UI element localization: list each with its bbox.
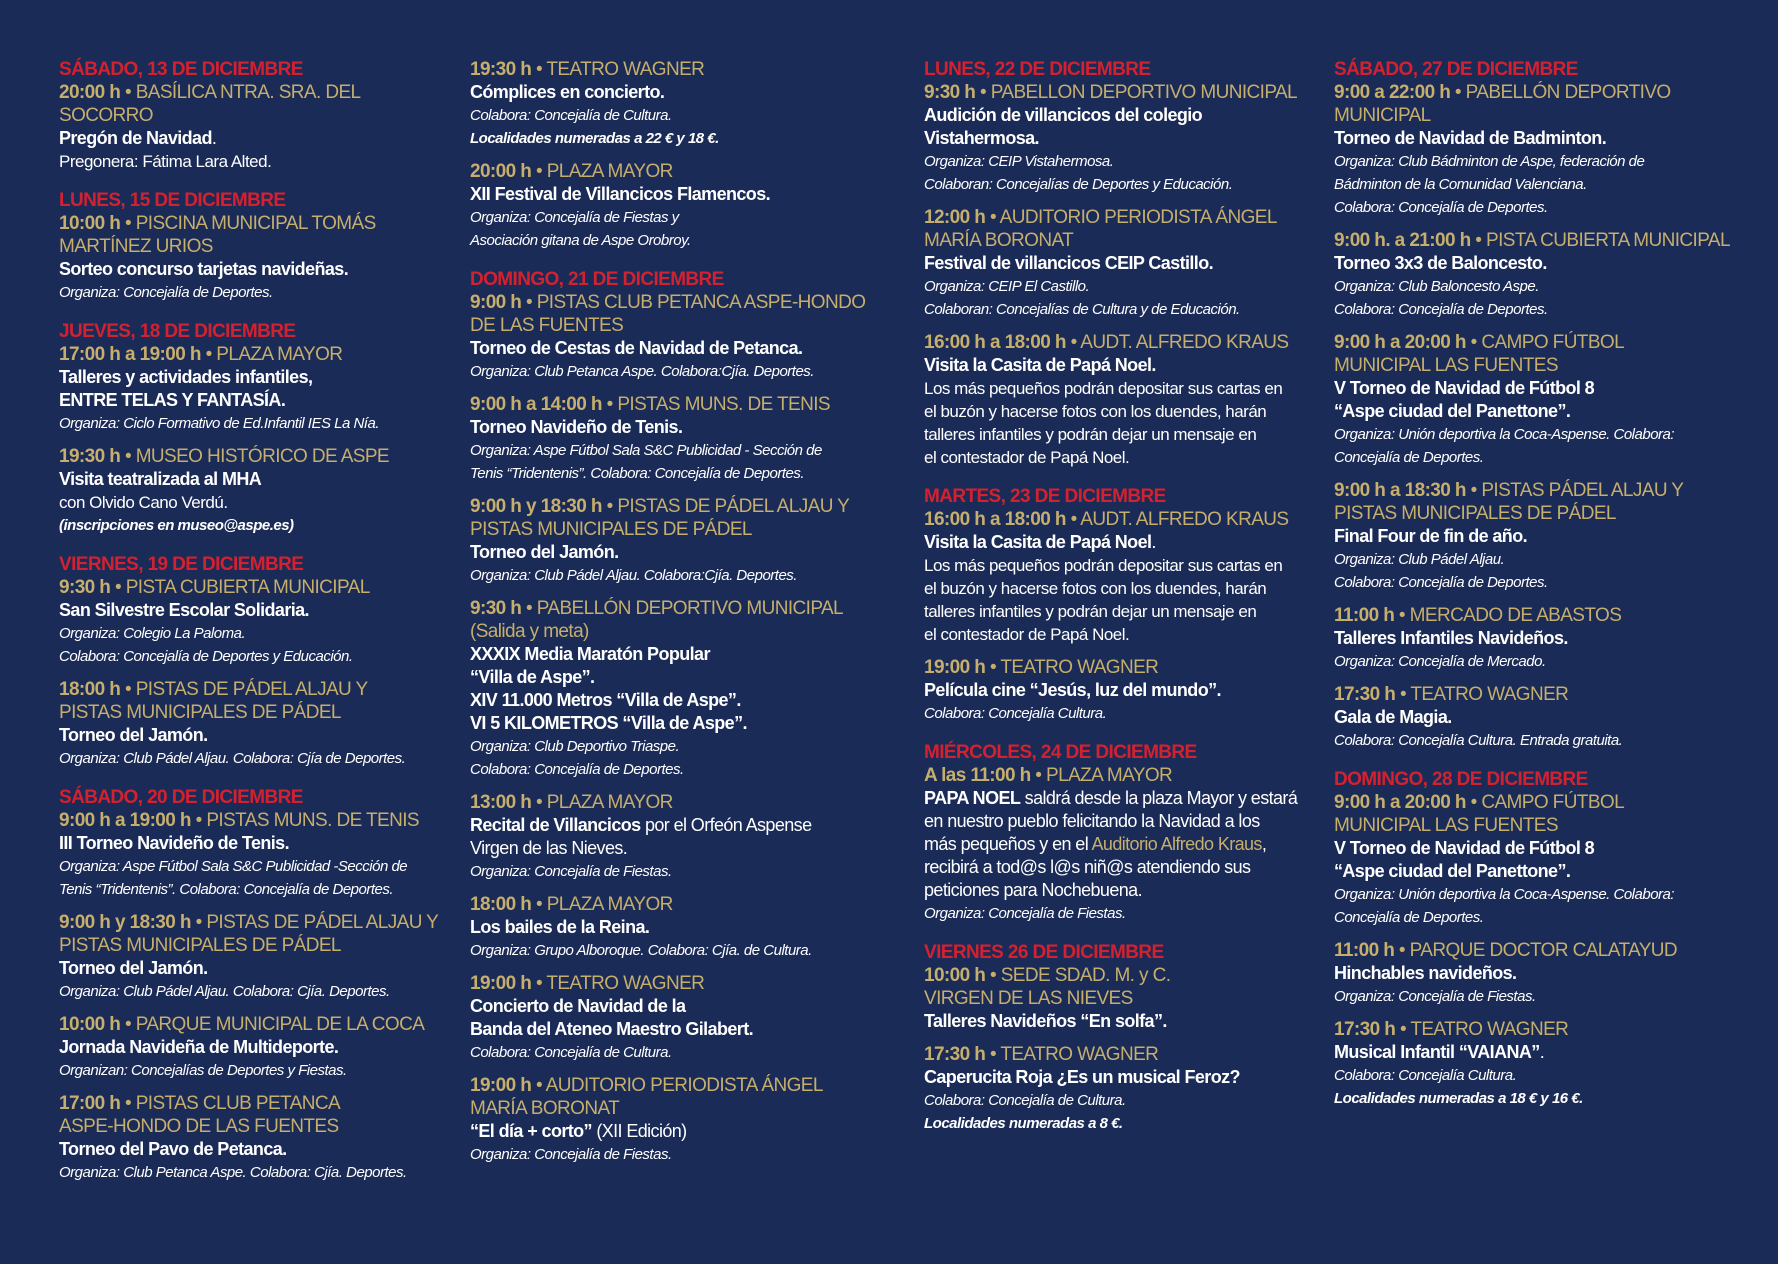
event-item: [924, 1043, 1319, 1135]
event-item: [470, 393, 878, 485]
event-venue: • SEDE SDAD. M. y C. VIRGEN DE LAS NIEVES: [924, 965, 1171, 1009]
event-organizer: Organiza: Concejalía de Fiestas y Asociación gitana de Aspe Orobroy.: [470, 209, 691, 249]
event-time: 20:00 h: [470, 161, 532, 182]
event-organizer: Organiza: Unión deportiva la Coca-Aspense. Colabora: Concejalía de Deportes.: [1334, 426, 1675, 466]
event-time-venue: [924, 964, 1319, 1010]
event-time: 10:00 h: [924, 965, 986, 986]
event-venue: • PLAZA MAYOR: [200, 344, 343, 365]
event-organizer: Organiza: Aspe Fútbol Sala S&C Publicidad - Sección de Tenis “Tridentenis”. Colabora: Concejalía de Deportes.: [470, 442, 822, 482]
event-venue: • TEATRO WAGNER: [1395, 1019, 1569, 1040]
event-venue: • AUDT. ALFREDO KRAUS: [1065, 509, 1289, 530]
event-title: Final Four de fin de año.: [1334, 526, 1528, 546]
event-time-venue: [470, 972, 878, 995]
event-time: 9:30 h: [470, 598, 522, 619]
event-organizer: Organiza: Club Pádel Aljau. Colabora:Cjía. Deportes.: [470, 567, 797, 584]
event-description: Los más pequeños podrán depositar sus cartas en el buzón y hacerse fotos con los duendes, harán talleres infantiles y podrán dejar un mensaje en el contestador de Papá Noel.: [924, 379, 1283, 467]
event-title: Torneo 3x3 de Baloncesto.: [1334, 253, 1547, 273]
event-organizer: Organiza: Unión deportiva la Coca-Aspense. Colabora: Concejalía de Deportes.: [1334, 886, 1675, 926]
event-time: 19:30 h: [470, 59, 532, 80]
event-time-venue: [470, 495, 878, 541]
event-time: 9:00 h: [470, 292, 522, 313]
event-item: [59, 81, 455, 173]
event-item: [1334, 331, 1744, 469]
event-venue: • TEATRO WAGNER: [531, 973, 705, 994]
event-item: [59, 212, 455, 304]
event-organizer: Colabora: Concejalía Cultura.: [1334, 1067, 1517, 1084]
event-title: Caperucita Roja ¿Es un musical Feroz?: [924, 1067, 1240, 1087]
event-time-venue: [470, 597, 878, 643]
event-venue: • TEATRO WAGNER: [985, 1044, 1159, 1065]
event-time: 16:00 h a 18:00 h: [924, 509, 1066, 530]
event-venue: • PISTA CUBIERTA MUNICIPAL: [1470, 230, 1730, 251]
event-time: 10:00 h: [59, 213, 121, 234]
day-heading: JUEVES, 18 DE DICIEMBRE: [59, 321, 296, 342]
event-time-venue: [1334, 1018, 1744, 1041]
event-venue: • PISTAS CLUB PETANCA ASPE-HONDO DE LAS FUENTES: [470, 292, 866, 336]
event-title: Torneo Navideño de Tenis.: [470, 417, 683, 437]
event-title: Torneo de Navidad de Badminton.: [1334, 128, 1607, 148]
event-title: Visita la Casita de Papá Noel.: [924, 532, 1156, 552]
event-time: 9:00 a 22:00 h: [1334, 82, 1451, 103]
event-item: [59, 445, 455, 537]
event-organizer: Organiza: Concejalía de Mercado.: [1334, 653, 1546, 670]
event-note: Localidades numeradas a 8 €.: [924, 1115, 1123, 1132]
event-venue: • PARQUE MUNICIPAL DE LA COCA: [120, 1014, 425, 1035]
event-title: Visita teatralizada al MHA: [59, 469, 262, 489]
event-venue: • PISTAS MUNS. DE TENIS: [601, 394, 830, 415]
event-item: [470, 495, 878, 587]
event-organizer: Colabora: Concejalía de Cultura.: [470, 1044, 672, 1061]
event-venue: • PISTAS DE PÁDEL ALJAU Y PISTAS MUNICIPALES DE PÁDEL: [470, 496, 850, 540]
event-time: 17:00 h a 19:00 h: [59, 344, 201, 365]
day-heading: VIERNES, 19 DE DICIEMBRE: [59, 554, 304, 575]
event-time: A las 11:00 h: [924, 765, 1031, 786]
event-item: [1334, 1018, 1744, 1110]
event-time-venue: [59, 343, 455, 366]
event-item: [470, 1074, 878, 1166]
day-heading: DOMINGO, 28 DE DICIEMBRE: [1334, 769, 1588, 790]
event-time-venue: [924, 1043, 1319, 1066]
event-title: Cómplices en concierto.: [470, 82, 665, 102]
event-time: 17:30 h: [1334, 684, 1396, 705]
event-time-venue: [59, 911, 455, 957]
event-item: [59, 343, 455, 435]
event-time-venue: [470, 291, 878, 337]
event-time-venue: [924, 508, 1319, 531]
event-time: 17:30 h: [1334, 1019, 1396, 1040]
event-title: Talleres Navideños “En solfa”.: [924, 1011, 1167, 1031]
event-title: Jornada Navideña de Multideporte.: [59, 1037, 339, 1057]
event-item: [470, 597, 878, 781]
event-organizer: Organiza: Club Pádel Aljau. Colabora: Cjía de Deportes.: [59, 750, 406, 767]
event-time-venue: [59, 678, 455, 724]
event-time: 17:30 h: [924, 1044, 986, 1065]
event-title: Sorteo concurso tarjetas navideñas.: [59, 259, 349, 279]
event-venue: • PLAZA MAYOR: [531, 161, 673, 182]
day-heading: LUNES, 15 DE DICIEMBRE: [59, 190, 286, 211]
event-organizer: Organiza: Colegio La Paloma. Colabora: Concejalía de Deportes y Educación.: [59, 625, 353, 665]
event-note: (inscripciones en museo@aspe.es): [59, 517, 294, 534]
event-time-venue: [924, 656, 1319, 679]
event-item: [1334, 81, 1744, 219]
day-heading: DOMINGO, 21 DE DICIEMBRE: [470, 269, 724, 290]
event-time: 9:00 h a 14:00 h: [470, 394, 602, 415]
event-title: PAPA NOEL saldrá desde la plaza Mayor y estará en nuestro pueblo felicitando la Navidad a los más pequeños y en el Auditorio Alfredo Kraus, recibirá a tod@s l@s niñ@s atendiendo sus peticiones para Nochebuena.: [924, 788, 1298, 900]
event-item: [59, 576, 455, 668]
event-note: Localidades numeradas a 22 € y 18 €.: [470, 130, 719, 147]
event-time: 9:00 h a 19:00 h: [59, 810, 191, 831]
event-time-venue: [1334, 229, 1744, 252]
event-time-venue: [1334, 604, 1744, 627]
day-heading: SÁBADO, 27 DE DICIEMBRE: [1334, 59, 1578, 80]
event-item: [470, 893, 878, 962]
event-organizer: Organiza: Club Petanca Aspe. Colabora: Cjía. Deportes.: [59, 1164, 407, 1181]
event-venue: • PABELLÓN DEPORTIVO MUNICIPAL: [1334, 82, 1671, 126]
event-time-venue: [59, 81, 455, 127]
event-time: 9:00 h y 18:30 h: [470, 496, 602, 517]
event-time-venue: [1334, 683, 1744, 706]
event-time-venue: [470, 791, 878, 814]
event-time-venue: [924, 331, 1319, 354]
event-organizer: Organiza: Club Pádel Aljau. Colabora: Cjía. Deportes.: [59, 983, 390, 1000]
event-time-venue: [470, 893, 878, 916]
event-time-venue: [924, 81, 1319, 104]
event-title: III Torneo Navideño de Tenis.: [59, 833, 289, 853]
event-organizer: Organiza: Ciclo Formativo de Ed.Infantil IES La Nía.: [59, 415, 379, 432]
event-venue: • PLAZA MAYOR: [531, 792, 673, 813]
event-time: 16:00 h a 18:00 h: [924, 332, 1066, 353]
event-title: Visita la Casita de Papá Noel.: [924, 355, 1156, 375]
event-venue: • BASÍLICA NTRA. SRA. DEL SOCORRO: [59, 82, 360, 126]
event-title: Concierto de Navidad de la Banda del Ateneo Maestro Gilabert.: [470, 996, 753, 1039]
event-organizer: Organiza: Club Baloncesto Aspe. Colabora: Concejalía de Deportes.: [1334, 278, 1548, 318]
event-time: 18:00 h: [59, 679, 121, 700]
event-title: “El día + corto” (XII Edición): [470, 1121, 687, 1141]
event-time: 19:00 h: [470, 1075, 532, 1096]
event-time-venue: [1334, 81, 1744, 127]
event-item: [59, 1013, 455, 1082]
event-time: 9:30 h: [924, 82, 976, 103]
event-item: [1334, 683, 1744, 752]
event-organizer: Colabora: Concejalía Cultura.: [924, 705, 1107, 722]
event-title: Torneo del Jamón.: [59, 725, 208, 745]
event-title: Festival de villancicos CEIP Castillo.: [924, 253, 1213, 273]
event-time-venue: [59, 212, 455, 258]
event-item: [1334, 791, 1744, 929]
event-item: [1334, 229, 1744, 321]
event-venue: • PISTAS CLUB PETANCA ASPE-HONDO DE LAS FUENTES: [59, 1093, 341, 1137]
event-title: V Torneo de Navidad de Fútbol 8 “Aspe ciudad del Panettone”.: [1334, 378, 1595, 421]
event-organizer: Organizan: Concejalías de Deportes y Fiestas.: [59, 1062, 347, 1079]
event-venue: • PISTA CUBIERTA MUNICIPAL: [110, 577, 370, 598]
event-organizer: Organiza: Club Deportivo Triaspe. Colabora: Concejalía de Deportes.: [470, 738, 684, 778]
event-item: [1334, 939, 1744, 1008]
event-time-venue: [59, 1013, 455, 1036]
event-time: 19:00 h: [470, 973, 532, 994]
day-heading: MARTES, 23 DE DICIEMBRE: [924, 486, 1166, 507]
event-note: Localidades numeradas a 18 € y 16 €.: [1334, 1090, 1583, 1107]
column-2: [470, 58, 878, 1166]
event-description: Pregonera: Fátima Lara Alted.: [59, 152, 272, 171]
event-item: [1334, 479, 1744, 594]
event-title: V Torneo de Navidad de Fútbol 8 “Aspe ciudad del Panettone”.: [1334, 838, 1595, 881]
event-title: Pregón de Navidad.: [59, 128, 217, 148]
event-time-venue: [59, 809, 455, 832]
event-title: Talleres y actividades infantiles, ENTRE TELAS Y FANTASÍA.: [59, 367, 313, 410]
event-item: [924, 964, 1319, 1033]
event-time-venue: [470, 393, 878, 416]
event-venue: • PLAZA MAYOR: [1030, 765, 1173, 786]
event-time: 9:00 h a 20:00 h: [1334, 792, 1466, 813]
event-venue: • PARQUE DOCTOR CALATAYUD: [1394, 940, 1678, 961]
event-title: Hinchables navideños.: [1334, 963, 1517, 983]
day-heading: MIÉRCOLES, 24 DE DICIEMBRE: [924, 742, 1197, 763]
event-time: 17:00 h: [59, 1093, 121, 1114]
event-time-venue: [1334, 331, 1744, 377]
event-time: 13:00 h: [470, 792, 532, 813]
event-title: Los bailes de la Reina.: [470, 917, 650, 937]
event-item: [1334, 604, 1744, 673]
event-venue: • AUDITORIO PERIODISTA ÁNGEL MARÍA BORONAT: [470, 1075, 823, 1119]
event-organizer: Organiza: Grupo Alboroque. Colabora: Cjía. de Cultura.: [470, 942, 812, 959]
event-time: 10:00 h: [59, 1014, 121, 1035]
event-organizer: Organiza: CEIP Vistahermosa. Colaboran: Concejalías de Deportes y Educación.: [924, 153, 1233, 193]
event-organizer: Organiza: CEIP El Castillo. Colaboran: Concejalías de Cultura y de Educación.: [924, 278, 1240, 318]
event-venue: • TEATRO WAGNER: [985, 657, 1159, 678]
event-title: Recital de Villancicos por el Orfeón Aspense Virgen de las Nieves.: [470, 815, 812, 858]
event-venue: • PLAZA MAYOR: [531, 894, 673, 915]
event-time: 18:00 h: [470, 894, 532, 915]
event-organizer: Organiza: Club Petanca Aspe. Colabora:Cjía. Deportes.: [470, 363, 814, 380]
event-item: [470, 160, 878, 252]
event-venue: • MERCADO DE ABASTOS: [1394, 605, 1622, 626]
event-title: Musical Infantil “VAIANA”.: [1334, 1042, 1545, 1062]
event-time: 19:00 h: [924, 657, 986, 678]
event-organizer: Colabora: Concejalía de Cultura.: [470, 107, 672, 124]
event-item: [470, 791, 878, 883]
event-time-venue: [1334, 939, 1744, 962]
event-title: Película cine “Jesús, luz del mundo”.: [924, 680, 1221, 700]
day-heading: VIERNES 26 DE DICIEMBRE: [924, 942, 1164, 963]
event-item: [470, 291, 878, 383]
event-venue: • PISTAS PÁDEL ALJAU Y PISTAS MUNICIPALES DE PÁDEL: [1334, 480, 1684, 524]
event-organizer: Organiza: Aspe Fútbol Sala S&C Publicidad -Sección de Tenis “Tridentenis”. Colabora: Concejalía de Deportes.: [59, 858, 408, 898]
event-organizer: Organiza: Concejalía de Fiestas.: [1334, 988, 1536, 1005]
event-organizer: Organiza: Concejalía de Deportes.: [59, 284, 273, 301]
event-organizer: Organiza: Concejalía de Fiestas.: [470, 863, 672, 880]
event-title: Talleres Infantiles Navideños.: [1334, 628, 1568, 648]
event-title: XII Festival de Villancicos Flamencos.: [470, 184, 771, 204]
column-4: [1334, 58, 1744, 1110]
event-time: 9:00 h. a 21:00 h: [1334, 230, 1471, 251]
event-venue: • TEATRO WAGNER: [531, 59, 705, 80]
day-heading: SÁBADO, 13 DE DICIEMBRE: [59, 59, 303, 80]
event-venue: • CAMPO FÚTBOL MUNICIPAL LAS FUENTES: [1334, 332, 1625, 376]
event-venue: • PABELLÓN DEPORTIVO MUNICIPAL (Salida y meta): [470, 598, 844, 642]
event-time-venue: [1334, 479, 1744, 525]
event-item: [59, 809, 455, 901]
event-item: [924, 656, 1319, 725]
day-heading: SÁBADO, 20 DE DICIEMBRE: [59, 787, 303, 808]
event-organizer: Organiza: Concejalía de Fiestas.: [470, 1146, 672, 1163]
event-title: Torneo del Pavo de Petanca.: [59, 1139, 287, 1159]
event-title: Torneo del Jamón.: [470, 542, 619, 562]
event-title: Torneo del Jamón.: [59, 958, 208, 978]
event-time: 12:00 h: [924, 207, 986, 228]
event-venue: • CAMPO FÚTBOL MUNICIPAL LAS FUENTES: [1334, 792, 1625, 836]
event-item: [470, 972, 878, 1064]
event-venue: • PISTAS MUNS. DE TENIS: [190, 810, 419, 831]
event-time: 19:30 h: [59, 446, 121, 467]
event-time: 9:00 h y 18:30 h: [59, 912, 191, 933]
event-organizer: Organiza: Club Bádminton de Aspe, federación de Bádminton de la Comunidad Valenciana. Colabora: Concejalía de Deportes.: [1334, 153, 1645, 216]
event-time: 11:00 h: [1334, 605, 1395, 626]
column-1: [59, 58, 455, 1184]
event-venue: • PISCINA MUNICIPAL TOMÁS MARTÍNEZ URIOS: [59, 213, 376, 257]
column-3: [924, 58, 1319, 1135]
day-heading: LUNES, 22 DE DICIEMBRE: [924, 59, 1151, 80]
event-item: [924, 331, 1319, 469]
event-title: Gala de Magia.: [1334, 707, 1452, 727]
event-venue: • PABELLON DEPORTIVO MUNICIPAL: [975, 82, 1298, 103]
event-time-venue: [59, 576, 455, 599]
event-item: [924, 508, 1319, 646]
event-time-venue: [1334, 791, 1744, 837]
event-time-venue: [59, 445, 455, 468]
event-venue: • AUDT. ALFREDO KRAUS: [1065, 332, 1289, 353]
event-time-venue: [59, 1092, 455, 1138]
event-time: 9:00 h a 20:00 h: [1334, 332, 1466, 353]
event-organizer: Organiza: Club Pádel Aljau. Colabora: Concejalía de Deportes.: [1334, 551, 1548, 591]
event-item: [924, 764, 1319, 925]
event-venue: • PISTAS DE PÁDEL ALJAU Y PISTAS MUNICIPALES DE PÁDEL: [59, 679, 368, 723]
event-time-venue: [470, 1074, 878, 1120]
event-venue: • TEATRO WAGNER: [1395, 684, 1569, 705]
event-item: [59, 678, 455, 770]
event-title: Audición de villancicos del colegio Vistahermosa.: [924, 105, 1203, 148]
event-description: Los más pequeños podrán depositar sus cartas en el buzón y hacerse fotos con los duendes, harán talleres infantiles y podrán dejar un mensaje en el contestador de Papá Noel.: [924, 556, 1283, 644]
event-time: 20:00 h: [59, 82, 121, 103]
event-venue: • AUDITORIO PERIODISTA ÁNGEL MARÍA BORONAT: [924, 207, 1277, 251]
event-item: [59, 911, 455, 1003]
event-description: con Olvido Cano Verdú.: [59, 493, 228, 512]
event-time: 9:00 h a 18:30 h: [1334, 480, 1466, 501]
event-item: [59, 1092, 455, 1184]
event-item: [470, 58, 878, 150]
event-organizer: Colabora: Concejalía Cultura. Entrada gratuita.: [1334, 732, 1623, 749]
event-title: Torneo de Cestas de Navidad de Petanca.: [470, 338, 803, 358]
event-organizer: Organiza: Concejalía de Fiestas.: [924, 905, 1126, 922]
event-venue: • PISTAS DE PÁDEL ALJAU Y PISTAS MUNICIPALES DE PÁDEL: [59, 912, 439, 956]
event-title: San Silvestre Escolar Solidaria.: [59, 600, 309, 620]
event-item: [924, 81, 1319, 196]
event-organizer: Colabora: Concejalía de Cultura.: [924, 1092, 1126, 1109]
event-title: XXXIX Media Maratón Popular “Villa de Aspe”. XIV 11.000 Metros “Villa de Aspe”. VI 5 KILOMETROS “Villa de Aspe”.: [470, 644, 747, 733]
event-time-venue: [924, 764, 1319, 787]
event-time-venue: [924, 206, 1319, 252]
event-item: [924, 206, 1319, 321]
event-time: 9:30 h: [59, 577, 111, 598]
event-venue: • MUSEO HISTÓRICO DE ASPE: [120, 446, 389, 467]
event-time-venue: [470, 58, 878, 81]
event-time-venue: [470, 160, 878, 183]
event-time: 11:00 h: [1334, 940, 1395, 961]
